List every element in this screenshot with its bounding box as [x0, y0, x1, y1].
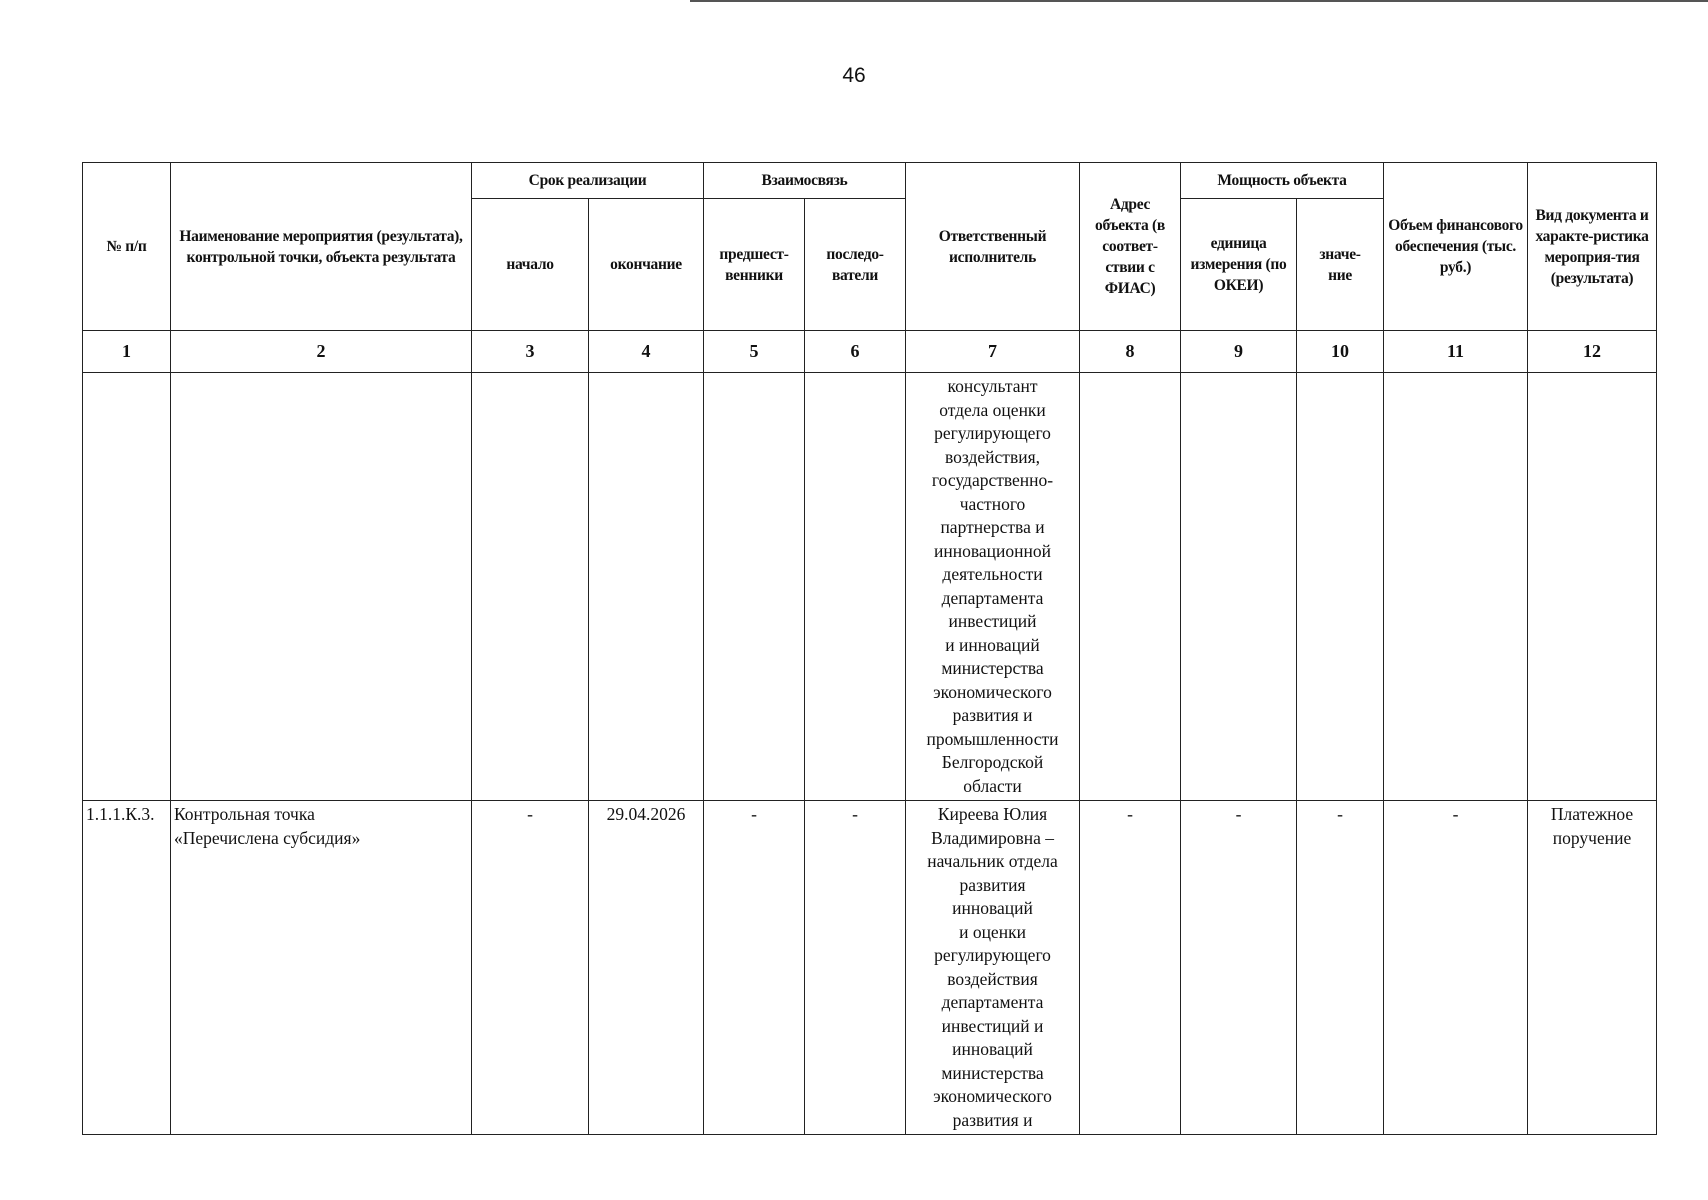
column-number: 6 [805, 331, 906, 373]
top-edge-rule [690, 0, 1708, 2]
header-finance: Объем финансового обеспечения (тыс. руб.) [1384, 163, 1528, 331]
header-term: Срок реализации [472, 163, 704, 199]
column-number: 2 [171, 331, 472, 373]
cell-start [472, 373, 589, 801]
header-term-end: окончание [589, 199, 704, 331]
cell-name [171, 373, 472, 801]
cell-address: - [1080, 801, 1181, 1135]
cell-finance: - [1384, 801, 1528, 1135]
header-link-next: последо- ватели [805, 199, 906, 331]
header-name: Наименование мероприятия (результата), контрольной точки, объекта результата [171, 163, 472, 331]
cell-unit: - [1181, 801, 1297, 1135]
cell-start: - [472, 801, 589, 1135]
cell-next [805, 373, 906, 801]
cell-value: - [1297, 801, 1384, 1135]
column-number: 8 [1080, 331, 1181, 373]
column-number: 10 [1297, 331, 1384, 373]
cell-doc: Платежное поручение [1528, 801, 1657, 1135]
header-cap-value: значе- ние [1297, 199, 1384, 331]
measures-table [82, 162, 1657, 1135]
header-link: Взаимосвязь [704, 163, 906, 199]
column-number: 12 [1528, 331, 1657, 373]
header-doc-type: Вид документа и характе-ристика мероприя-тия (результата) [1528, 163, 1657, 331]
cell-next: - [805, 801, 906, 1135]
header-cap-unit: единица измерения (по ОКЕИ) [1181, 199, 1297, 331]
cell-responsible: консультант отдела оценки регулирующего воздействия, государственно- частного партнерства и инновационной деятельности департамента инвестиций и инноваций министерства экономического развития и промышленности Белгородской области [906, 373, 1080, 801]
column-number: 7 [906, 331, 1080, 373]
header-link-pred: предшест- венники [704, 199, 805, 331]
cell-pred: - [704, 801, 805, 1135]
header-address: Адрес объекта (в соответ-ствии с ФИАС) [1080, 163, 1181, 331]
header-term-start: начало [472, 199, 589, 331]
cell-end [589, 373, 704, 801]
column-number: 9 [1181, 331, 1297, 373]
cell-doc [1528, 373, 1657, 801]
cell-responsible: Киреева Юлия Владимировна – начальник отдела развития инноваций и оценки регулирующего воздействия департамента инвестиций и инноваций министерства экономического развития и [906, 801, 1080, 1135]
cell-value [1297, 373, 1384, 801]
cell-pred [704, 373, 805, 801]
cell-name: Контрольная точка «Перечислена субсидия» [171, 801, 472, 1135]
cell-finance [1384, 373, 1528, 801]
column-number: 1 [83, 331, 171, 373]
column-number: 11 [1384, 331, 1528, 373]
cell-num [83, 373, 171, 801]
cell-unit [1181, 373, 1297, 801]
cell-num: 1.1.1.К.3. [83, 801, 171, 1135]
column-number: 4 [589, 331, 704, 373]
column-number-row [83, 331, 1657, 373]
column-number: 3 [472, 331, 589, 373]
header-responsible: Ответственный исполнитель [906, 163, 1080, 331]
cell-end: 29.04.2026 [589, 801, 704, 1135]
table-row [83, 801, 1657, 1135]
page-number: 46 [842, 64, 866, 87]
header-num: № п/п [83, 163, 171, 331]
header-capacity: Мощность объекта [1181, 163, 1384, 199]
table-row [83, 373, 1657, 801]
column-number: 5 [704, 331, 805, 373]
cell-address [1080, 373, 1181, 801]
